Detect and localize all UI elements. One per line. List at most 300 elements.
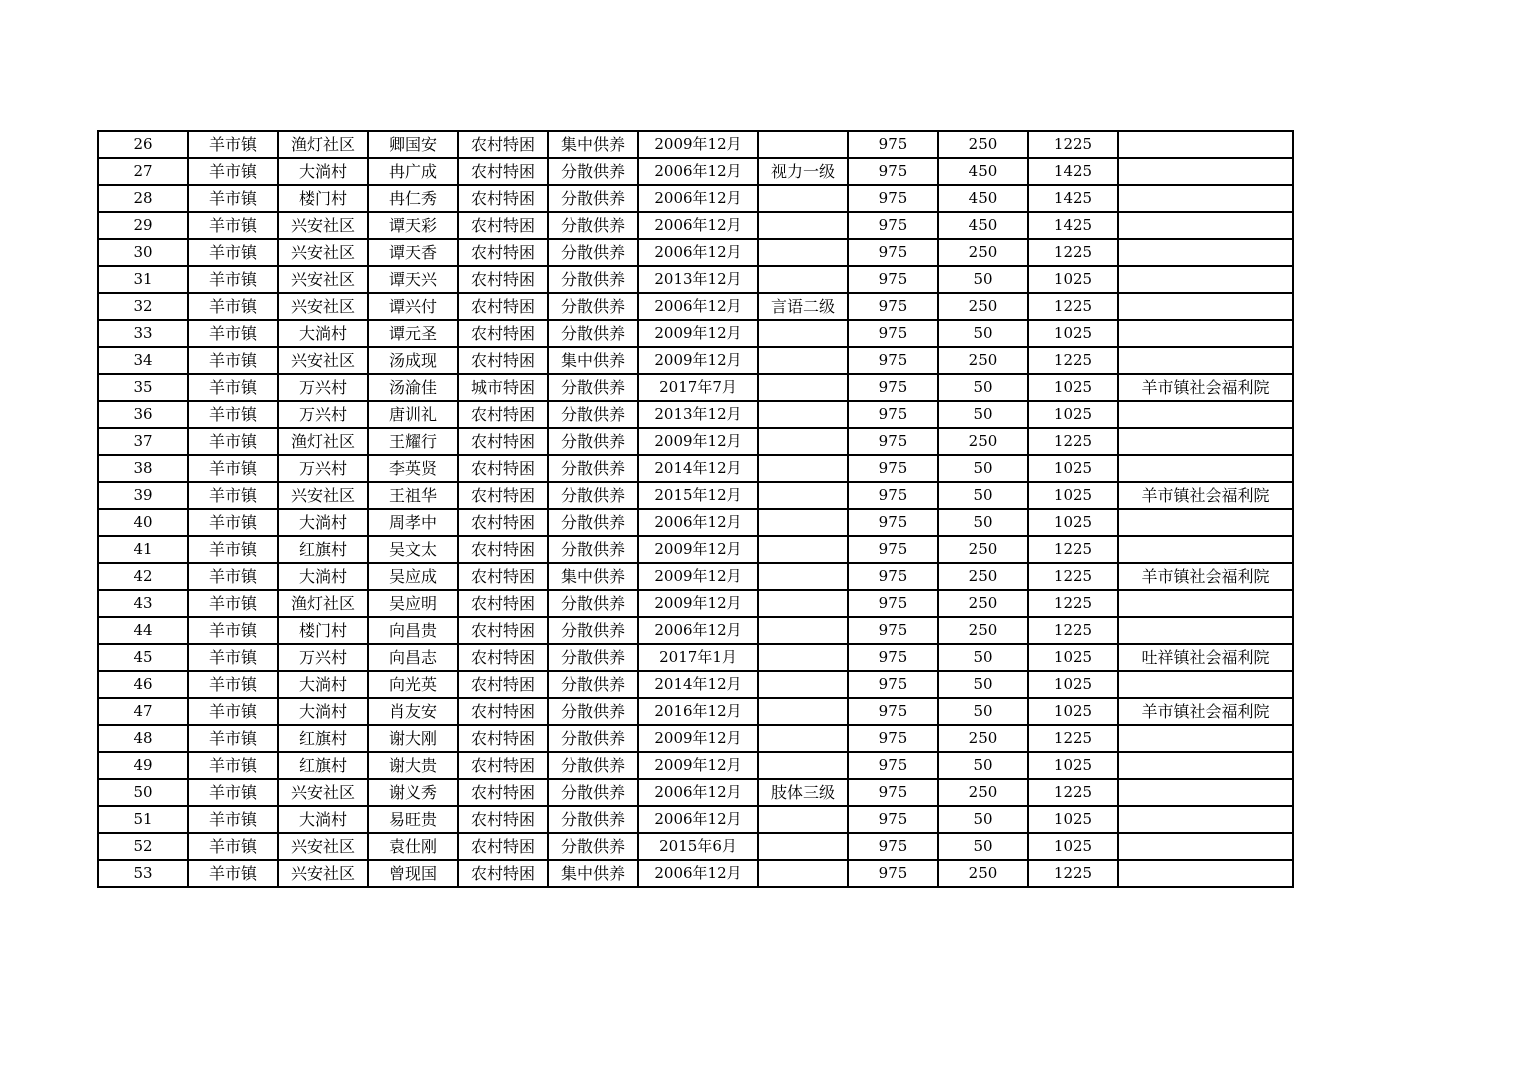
institution-cell (1118, 752, 1293, 779)
extra-amount-cell: 50 (938, 698, 1028, 725)
support-type-cell: 分散供养 (548, 806, 638, 833)
start-date-cell: 2016年12月 (638, 698, 758, 725)
category-cell: 农村特困 (458, 698, 548, 725)
table-row (98, 239, 1293, 266)
support-type-cell: 分散供养 (548, 698, 638, 725)
disability-cell (758, 617, 848, 644)
name-cell: 唐训礼 (368, 401, 458, 428)
base-amount-cell: 975 (848, 860, 938, 887)
support-type-cell: 分散供养 (548, 428, 638, 455)
start-date-cell: 2015年6月 (638, 833, 758, 860)
disability-cell (758, 860, 848, 887)
table-row (98, 563, 1293, 590)
total-amount-cell: 1225 (1028, 590, 1118, 617)
disability-cell (758, 671, 848, 698)
village-cell: 红旗村 (278, 752, 368, 779)
extra-amount-cell: 50 (938, 482, 1028, 509)
village-cell: 渔灯社区 (278, 131, 368, 158)
support-type-cell: 分散供养 (548, 617, 638, 644)
institution-cell (1118, 320, 1293, 347)
disability-cell (758, 590, 848, 617)
total-amount-cell: 1025 (1028, 833, 1118, 860)
institution-cell (1118, 509, 1293, 536)
disability-cell (758, 131, 848, 158)
name-cell: 吴应成 (368, 563, 458, 590)
town-cell: 羊市镇 (188, 617, 278, 644)
village-cell: 渔灯社区 (278, 428, 368, 455)
disability-cell (758, 320, 848, 347)
base-amount-cell: 975 (848, 158, 938, 185)
table-row (98, 185, 1293, 212)
extra-amount-cell: 250 (938, 860, 1028, 887)
institution-cell (1118, 779, 1293, 806)
town-cell: 羊市镇 (188, 563, 278, 590)
table-row (98, 212, 1293, 239)
total-amount-cell: 1225 (1028, 293, 1118, 320)
name-cell: 谭兴付 (368, 293, 458, 320)
village-cell: 万兴村 (278, 374, 368, 401)
village-cell: 万兴村 (278, 644, 368, 671)
total-amount-cell: 1225 (1028, 563, 1118, 590)
total-amount-cell: 1025 (1028, 320, 1118, 347)
start-date-cell: 2009年12月 (638, 725, 758, 752)
table-row (98, 401, 1293, 428)
total-amount-cell: 1025 (1028, 644, 1118, 671)
name-cell: 向昌志 (368, 644, 458, 671)
total-amount-cell: 1225 (1028, 131, 1118, 158)
institution-cell: 羊市镇社会福利院 (1118, 374, 1293, 401)
name-cell: 向昌贵 (368, 617, 458, 644)
institution-cell (1118, 293, 1293, 320)
extra-amount-cell: 250 (938, 428, 1028, 455)
row-number-cell: 45 (98, 644, 188, 671)
total-amount-cell: 1225 (1028, 536, 1118, 563)
base-amount-cell: 975 (848, 185, 938, 212)
disability-cell (758, 509, 848, 536)
extra-amount-cell: 250 (938, 617, 1028, 644)
base-amount-cell: 975 (848, 482, 938, 509)
table-row (98, 266, 1293, 293)
category-cell: 农村特困 (458, 590, 548, 617)
name-cell: 谭天彩 (368, 212, 458, 239)
start-date-cell: 2009年12月 (638, 320, 758, 347)
institution-cell (1118, 536, 1293, 563)
table-row (98, 617, 1293, 644)
support-type-cell: 分散供养 (548, 158, 638, 185)
support-type-cell: 分散供养 (548, 482, 638, 509)
extra-amount-cell: 250 (938, 239, 1028, 266)
extra-amount-cell: 250 (938, 563, 1028, 590)
institution-cell (1118, 455, 1293, 482)
category-cell: 农村特困 (458, 347, 548, 374)
row-number-cell: 29 (98, 212, 188, 239)
village-cell: 大淌村 (278, 806, 368, 833)
category-cell: 农村特困 (458, 320, 548, 347)
extra-amount-cell: 450 (938, 158, 1028, 185)
table-row (98, 860, 1293, 887)
table-row (98, 590, 1293, 617)
start-date-cell: 2006年12月 (638, 158, 758, 185)
support-type-cell: 集中供养 (548, 131, 638, 158)
row-number-cell: 37 (98, 428, 188, 455)
start-date-cell: 2017年7月 (638, 374, 758, 401)
village-cell: 兴安社区 (278, 482, 368, 509)
disability-cell (758, 482, 848, 509)
base-amount-cell: 975 (848, 401, 938, 428)
town-cell: 羊市镇 (188, 698, 278, 725)
support-type-cell: 集中供养 (548, 347, 638, 374)
category-cell: 农村特困 (458, 536, 548, 563)
start-date-cell: 2014年12月 (638, 455, 758, 482)
institution-cell (1118, 428, 1293, 455)
support-type-cell: 分散供养 (548, 536, 638, 563)
row-number-cell: 47 (98, 698, 188, 725)
base-amount-cell: 975 (848, 320, 938, 347)
extra-amount-cell: 450 (938, 185, 1028, 212)
name-cell: 卿国安 (368, 131, 458, 158)
category-cell: 农村特困 (458, 293, 548, 320)
village-cell: 渔灯社区 (278, 590, 368, 617)
start-date-cell: 2009年12月 (638, 752, 758, 779)
village-cell: 兴安社区 (278, 833, 368, 860)
total-amount-cell: 1225 (1028, 347, 1118, 374)
village-cell: 大淌村 (278, 698, 368, 725)
start-date-cell: 2015年12月 (638, 482, 758, 509)
category-cell: 农村特困 (458, 617, 548, 644)
town-cell: 羊市镇 (188, 725, 278, 752)
start-date-cell: 2009年12月 (638, 347, 758, 374)
base-amount-cell: 975 (848, 374, 938, 401)
support-type-cell: 分散供养 (548, 239, 638, 266)
table-row (98, 347, 1293, 374)
row-number-cell: 41 (98, 536, 188, 563)
village-cell: 大淌村 (278, 509, 368, 536)
village-cell: 楼门村 (278, 185, 368, 212)
support-type-cell: 分散供养 (548, 401, 638, 428)
village-cell: 兴安社区 (278, 860, 368, 887)
total-amount-cell: 1025 (1028, 266, 1118, 293)
start-date-cell: 2006年12月 (638, 185, 758, 212)
table-row (98, 428, 1293, 455)
start-date-cell: 2006年12月 (638, 806, 758, 833)
town-cell: 羊市镇 (188, 455, 278, 482)
base-amount-cell: 975 (848, 590, 938, 617)
name-cell: 吴文太 (368, 536, 458, 563)
category-cell: 农村特困 (458, 158, 548, 185)
category-cell: 农村特困 (458, 185, 548, 212)
total-amount-cell: 1425 (1028, 158, 1118, 185)
base-amount-cell: 975 (848, 347, 938, 374)
name-cell: 汤渝佳 (368, 374, 458, 401)
town-cell: 羊市镇 (188, 671, 278, 698)
base-amount-cell: 975 (848, 806, 938, 833)
town-cell: 羊市镇 (188, 212, 278, 239)
support-type-cell: 分散供养 (548, 779, 638, 806)
support-type-cell: 集中供养 (548, 563, 638, 590)
total-amount-cell: 1225 (1028, 725, 1118, 752)
category-cell: 农村特困 (458, 833, 548, 860)
start-date-cell: 2009年12月 (638, 563, 758, 590)
institution-cell: 羊市镇社会福利院 (1118, 698, 1293, 725)
support-type-cell: 分散供养 (548, 185, 638, 212)
extra-amount-cell: 50 (938, 752, 1028, 779)
base-amount-cell: 975 (848, 617, 938, 644)
disability-cell: 视力一级 (758, 158, 848, 185)
name-cell: 谢大刚 (368, 725, 458, 752)
row-number-cell: 48 (98, 725, 188, 752)
extra-amount-cell: 250 (938, 293, 1028, 320)
extra-amount-cell: 250 (938, 347, 1028, 374)
extra-amount-cell: 450 (938, 212, 1028, 239)
total-amount-cell: 1225 (1028, 239, 1118, 266)
row-number-cell: 51 (98, 806, 188, 833)
base-amount-cell: 975 (848, 455, 938, 482)
table-row (98, 455, 1293, 482)
start-date-cell: 2009年12月 (638, 536, 758, 563)
category-cell: 农村特困 (458, 509, 548, 536)
support-type-cell: 集中供养 (548, 860, 638, 887)
town-cell: 羊市镇 (188, 779, 278, 806)
disability-cell (758, 428, 848, 455)
extra-amount-cell: 50 (938, 644, 1028, 671)
row-number-cell: 36 (98, 401, 188, 428)
category-cell: 农村特困 (458, 752, 548, 779)
row-number-cell: 40 (98, 509, 188, 536)
village-cell: 大淌村 (278, 671, 368, 698)
village-cell: 红旗村 (278, 725, 368, 752)
extra-amount-cell: 250 (938, 725, 1028, 752)
name-cell: 王耀行 (368, 428, 458, 455)
row-number-cell: 26 (98, 131, 188, 158)
disability-cell (758, 212, 848, 239)
name-cell: 吴应明 (368, 590, 458, 617)
institution-cell (1118, 185, 1293, 212)
name-cell: 谢大贵 (368, 752, 458, 779)
base-amount-cell: 975 (848, 752, 938, 779)
name-cell: 谢义秀 (368, 779, 458, 806)
base-amount-cell: 975 (848, 428, 938, 455)
base-amount-cell: 975 (848, 536, 938, 563)
category-cell: 农村特困 (458, 563, 548, 590)
extra-amount-cell: 250 (938, 536, 1028, 563)
category-cell: 农村特困 (458, 266, 548, 293)
category-cell: 农村特困 (458, 239, 548, 266)
base-amount-cell: 975 (848, 779, 938, 806)
table-body (98, 131, 1293, 887)
base-amount-cell: 975 (848, 644, 938, 671)
support-type-cell: 分散供养 (548, 212, 638, 239)
disability-cell (758, 401, 848, 428)
category-cell: 农村特困 (458, 401, 548, 428)
town-cell: 羊市镇 (188, 185, 278, 212)
town-cell: 羊市镇 (188, 509, 278, 536)
extra-amount-cell: 50 (938, 806, 1028, 833)
table-row (98, 320, 1293, 347)
total-amount-cell: 1025 (1028, 455, 1118, 482)
row-number-cell: 43 (98, 590, 188, 617)
institution-cell: 羊市镇社会福利院 (1118, 482, 1293, 509)
town-cell: 羊市镇 (188, 536, 278, 563)
town-cell: 羊市镇 (188, 347, 278, 374)
row-number-cell: 33 (98, 320, 188, 347)
institution-cell (1118, 239, 1293, 266)
start-date-cell: 2006年12月 (638, 779, 758, 806)
village-cell: 大淌村 (278, 563, 368, 590)
extra-amount-cell: 250 (938, 131, 1028, 158)
table-row (98, 509, 1293, 536)
support-type-cell: 分散供养 (548, 293, 638, 320)
village-cell: 大淌村 (278, 158, 368, 185)
extra-amount-cell: 50 (938, 509, 1028, 536)
institution-cell (1118, 131, 1293, 158)
town-cell: 羊市镇 (188, 320, 278, 347)
institution-cell (1118, 212, 1293, 239)
village-cell: 大淌村 (278, 320, 368, 347)
row-number-cell: 38 (98, 455, 188, 482)
name-cell: 袁仕刚 (368, 833, 458, 860)
town-cell: 羊市镇 (188, 293, 278, 320)
town-cell: 羊市镇 (188, 752, 278, 779)
name-cell: 汤成现 (368, 347, 458, 374)
disability-cell (758, 563, 848, 590)
total-amount-cell: 1225 (1028, 860, 1118, 887)
table-row (98, 482, 1293, 509)
institution-cell (1118, 266, 1293, 293)
institution-cell (1118, 590, 1293, 617)
village-cell: 楼门村 (278, 617, 368, 644)
row-number-cell: 52 (98, 833, 188, 860)
village-cell: 万兴村 (278, 455, 368, 482)
support-type-cell: 分散供养 (548, 590, 638, 617)
category-cell: 农村特困 (458, 482, 548, 509)
support-type-cell: 分散供养 (548, 725, 638, 752)
support-type-cell: 分散供养 (548, 374, 638, 401)
start-date-cell: 2013年12月 (638, 266, 758, 293)
base-amount-cell: 975 (848, 698, 938, 725)
row-number-cell: 30 (98, 239, 188, 266)
name-cell: 冉广成 (368, 158, 458, 185)
name-cell: 李英贤 (368, 455, 458, 482)
row-number-cell: 46 (98, 671, 188, 698)
row-number-cell: 28 (98, 185, 188, 212)
table-row (98, 374, 1293, 401)
table-row (98, 536, 1293, 563)
table-row (98, 644, 1293, 671)
name-cell: 肖友安 (368, 698, 458, 725)
name-cell: 谭天香 (368, 239, 458, 266)
disability-cell (758, 455, 848, 482)
category-cell: 农村特困 (458, 779, 548, 806)
name-cell: 谭天兴 (368, 266, 458, 293)
name-cell: 周孝中 (368, 509, 458, 536)
total-amount-cell: 1025 (1028, 509, 1118, 536)
support-type-cell: 分散供养 (548, 833, 638, 860)
extra-amount-cell: 250 (938, 590, 1028, 617)
institution-cell: 羊市镇社会福利院 (1118, 563, 1293, 590)
start-date-cell: 2014年12月 (638, 671, 758, 698)
total-amount-cell: 1225 (1028, 428, 1118, 455)
start-date-cell: 2006年12月 (638, 293, 758, 320)
extra-amount-cell: 50 (938, 833, 1028, 860)
total-amount-cell: 1025 (1028, 482, 1118, 509)
disability-cell: 肢体三级 (758, 779, 848, 806)
institution-cell (1118, 671, 1293, 698)
row-number-cell: 49 (98, 752, 188, 779)
category-cell: 农村特困 (458, 860, 548, 887)
category-cell: 城市特困 (458, 374, 548, 401)
total-amount-cell: 1025 (1028, 752, 1118, 779)
support-type-cell: 分散供养 (548, 671, 638, 698)
category-cell: 农村特困 (458, 671, 548, 698)
record-table (97, 130, 1294, 888)
row-number-cell: 27 (98, 158, 188, 185)
total-amount-cell: 1025 (1028, 698, 1118, 725)
name-cell: 谭元圣 (368, 320, 458, 347)
row-number-cell: 32 (98, 293, 188, 320)
institution-cell (1118, 833, 1293, 860)
table-row (98, 806, 1293, 833)
institution-cell (1118, 806, 1293, 833)
total-amount-cell: 1225 (1028, 617, 1118, 644)
town-cell: 羊市镇 (188, 401, 278, 428)
name-cell: 易旺贵 (368, 806, 458, 833)
disability-cell (758, 239, 848, 266)
table-row (98, 779, 1293, 806)
total-amount-cell: 1425 (1028, 185, 1118, 212)
row-number-cell: 53 (98, 860, 188, 887)
town-cell: 羊市镇 (188, 374, 278, 401)
base-amount-cell: 975 (848, 671, 938, 698)
extra-amount-cell: 50 (938, 671, 1028, 698)
total-amount-cell: 1425 (1028, 212, 1118, 239)
total-amount-cell: 1025 (1028, 671, 1118, 698)
village-cell: 兴安社区 (278, 293, 368, 320)
town-cell: 羊市镇 (188, 428, 278, 455)
start-date-cell: 2006年12月 (638, 509, 758, 536)
category-cell: 农村特困 (458, 806, 548, 833)
town-cell: 羊市镇 (188, 482, 278, 509)
town-cell: 羊市镇 (188, 266, 278, 293)
start-date-cell: 2006年12月 (638, 239, 758, 266)
support-type-cell: 分散供养 (548, 509, 638, 536)
town-cell: 羊市镇 (188, 239, 278, 266)
table-row (98, 752, 1293, 779)
category-cell: 农村特困 (458, 725, 548, 752)
row-number-cell: 44 (98, 617, 188, 644)
disability-cell: 言语二级 (758, 293, 848, 320)
name-cell: 王祖华 (368, 482, 458, 509)
row-number-cell: 34 (98, 347, 188, 374)
support-type-cell: 分散供养 (548, 455, 638, 482)
category-cell: 农村特困 (458, 212, 548, 239)
row-number-cell: 39 (98, 482, 188, 509)
row-number-cell: 35 (98, 374, 188, 401)
disability-cell (758, 185, 848, 212)
name-cell: 冉仁秀 (368, 185, 458, 212)
disability-cell (758, 725, 848, 752)
support-type-cell: 分散供养 (548, 266, 638, 293)
extra-amount-cell: 50 (938, 320, 1028, 347)
category-cell: 农村特困 (458, 455, 548, 482)
table-row (98, 158, 1293, 185)
village-cell: 兴安社区 (278, 239, 368, 266)
village-cell: 兴安社区 (278, 266, 368, 293)
institution-cell (1118, 617, 1293, 644)
village-cell: 兴安社区 (278, 779, 368, 806)
institution-cell (1118, 860, 1293, 887)
village-cell: 红旗村 (278, 536, 368, 563)
name-cell: 向光英 (368, 671, 458, 698)
